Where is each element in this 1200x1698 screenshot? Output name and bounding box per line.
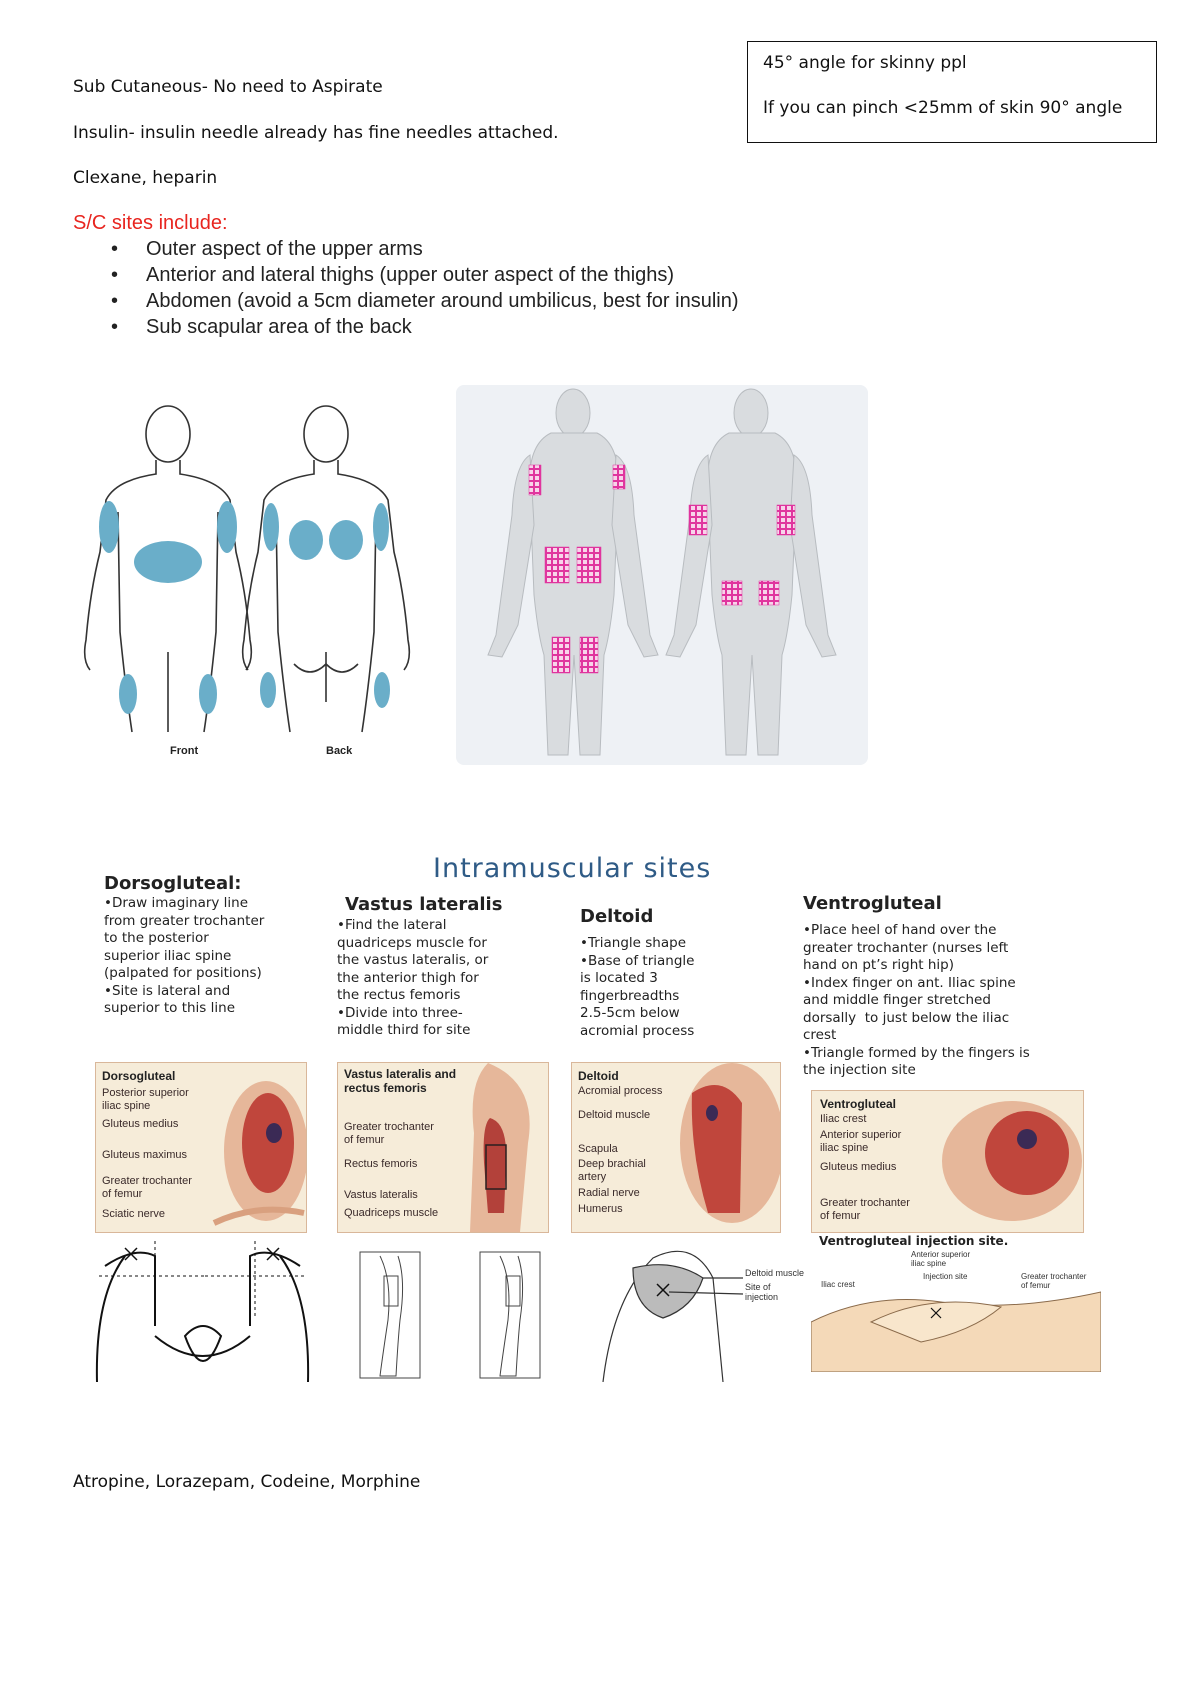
dorsogluteal-heading: Dorsogluteal: bbox=[104, 873, 242, 894]
anatomy-label: Vastus lateralis bbox=[344, 1189, 418, 1201]
dorsogluteal-text: •Draw imaginary line from greater trochanter to the posterior superior iliac spine (palpated for positions) •Site is lateral and superior to this line bbox=[104, 895, 265, 1016]
anatomy-label: Deep brachial artery bbox=[578, 1158, 646, 1183]
anatomy-label: Gluteus medius bbox=[820, 1161, 897, 1173]
vastus-photo-title: Vastus lateralis and rectus femoris bbox=[344, 1067, 457, 1095]
ventrogluteal-heading: Ventrogluteal bbox=[803, 893, 942, 914]
anatomy-label: Acromial process bbox=[578, 1085, 663, 1097]
dorsogluteal-photo-title: Dorsogluteal bbox=[102, 1069, 176, 1083]
note-subcutaneous: Sub Cutaneous- No need to Aspirate bbox=[73, 77, 383, 97]
anatomy-label: Sciatic nerve bbox=[102, 1208, 165, 1220]
back-label: Back bbox=[326, 745, 353, 757]
anatomy-label: Radial nerve bbox=[578, 1187, 640, 1199]
sketch-label: Anterior superior iliac spine bbox=[911, 1250, 971, 1268]
ventrogluteal-anatomy-image bbox=[811, 1090, 1084, 1233]
anatomy-label: Quadriceps muscle bbox=[344, 1207, 439, 1219]
anatomy-label: Gluteus maximus bbox=[102, 1149, 187, 1161]
ventrogluteal-sketch bbox=[811, 1234, 1101, 1374]
anatomy-label: Deltoid muscle bbox=[578, 1109, 651, 1121]
list-item: • Outer aspect of the upper arms bbox=[103, 236, 739, 262]
ventrogluteal-text: •Place heel of hand over the greater trochanter (nurses left hand on pt’s right hip) •Index finger on ant. Iliac spine and middle finger stretched dorsally to just below the iliac crest •Triangle formed by the fingers is the injection site bbox=[803, 922, 1030, 1078]
list-item: • Anterior and lateral thighs (upper outer aspect of the thighs) bbox=[103, 262, 739, 288]
ventrogluteal-sketch-svg bbox=[811, 1252, 1101, 1372]
dorsogluteal-sketch bbox=[95, 1236, 310, 1382]
deltoid-anatomy-image bbox=[571, 1062, 781, 1233]
front-label: Front bbox=[170, 745, 199, 757]
vastus-sketch bbox=[352, 1250, 562, 1382]
ventrogluteal-photo-title: Ventrogluteal bbox=[820, 1097, 897, 1111]
sc-body-outline-figure bbox=[76, 402, 416, 762]
body-outline-svg bbox=[76, 402, 416, 762]
list-item: • Sub scapular area of the back bbox=[103, 314, 739, 340]
vastus-text: •Find the lateral quadriceps muscle for the vastus lateralis, or the anterior thigh for the rectus femoris •Divide into three- middle third for site bbox=[337, 917, 489, 1038]
callout-line-90: If you can pinch <25mm of skin 90° angle bbox=[763, 98, 1123, 118]
sc-sites-heading: S/C sites include: bbox=[73, 212, 228, 234]
ventrogluteal-sketch-title: Ventrogluteal injection site. bbox=[819, 1234, 1009, 1248]
list-item: • Abdomen (avoid a 5cm diameter around umbilicus, best for insulin) bbox=[103, 288, 739, 314]
vastus-heading: Vastus lateralis bbox=[345, 894, 503, 915]
callout-line-45: 45° angle for skinny ppl bbox=[763, 53, 967, 73]
anatomy-label: Posterior superior iliac spine bbox=[102, 1087, 189, 1112]
deltoid-sketch-svg bbox=[593, 1238, 808, 1382]
deltoid-photo-title: Deltoid bbox=[578, 1069, 619, 1083]
note-insulin: Insulin- insulin needle already has fine needles attached. bbox=[73, 123, 559, 143]
sketch-label: Injection site bbox=[923, 1272, 968, 1281]
anatomy-label: Rectus femoris bbox=[344, 1158, 418, 1170]
deltoid-heading: Deltoid bbox=[580, 906, 654, 927]
sketch-label: Greater trochanter of femur bbox=[1021, 1272, 1087, 1290]
deltoid-sketch bbox=[593, 1238, 808, 1382]
anatomy-label: Gluteus medius bbox=[102, 1118, 179, 1130]
body-sites-svg bbox=[456, 385, 868, 765]
note-clexane: Clexane, heparin bbox=[73, 168, 218, 188]
anatomy-label: Greater trochanter of femur bbox=[344, 1121, 434, 1146]
deltoid-text: •Triangle shape •Base of triangle is located 3 fingerbreadths 2.5-5cm below acromial process bbox=[580, 935, 695, 1039]
anatomy-label: Greater trochanter of femur bbox=[102, 1175, 192, 1200]
anatomy-label: Anterior superior iliac spine bbox=[820, 1129, 902, 1154]
sc-sites-list bbox=[103, 236, 739, 340]
anatomy-label: Humerus bbox=[578, 1203, 623, 1215]
note-drugs: Atropine, Lorazepam, Codeine, Morphine bbox=[73, 1472, 421, 1492]
vastus-anatomy-image bbox=[337, 1062, 549, 1233]
dorsogluteal-anatomy-image bbox=[95, 1062, 307, 1233]
anatomy-label: Scapula bbox=[578, 1143, 618, 1155]
anatomy-label: Iliac crest bbox=[820, 1113, 867, 1125]
sketch-label: Deltoid muscle bbox=[745, 1268, 805, 1278]
angle-callout-box bbox=[747, 41, 1157, 143]
im-title: Intramuscular sites bbox=[433, 853, 712, 884]
sc-body-sites-figure bbox=[456, 385, 868, 765]
vastus-sketch-svg bbox=[352, 1250, 562, 1382]
sketch-label: Site of injection bbox=[745, 1282, 779, 1302]
anatomy-label: Greater trochanter of femur bbox=[820, 1197, 910, 1222]
sketch-label: Iliac crest bbox=[821, 1280, 855, 1289]
dorsogluteal-sketch-svg bbox=[95, 1236, 310, 1382]
